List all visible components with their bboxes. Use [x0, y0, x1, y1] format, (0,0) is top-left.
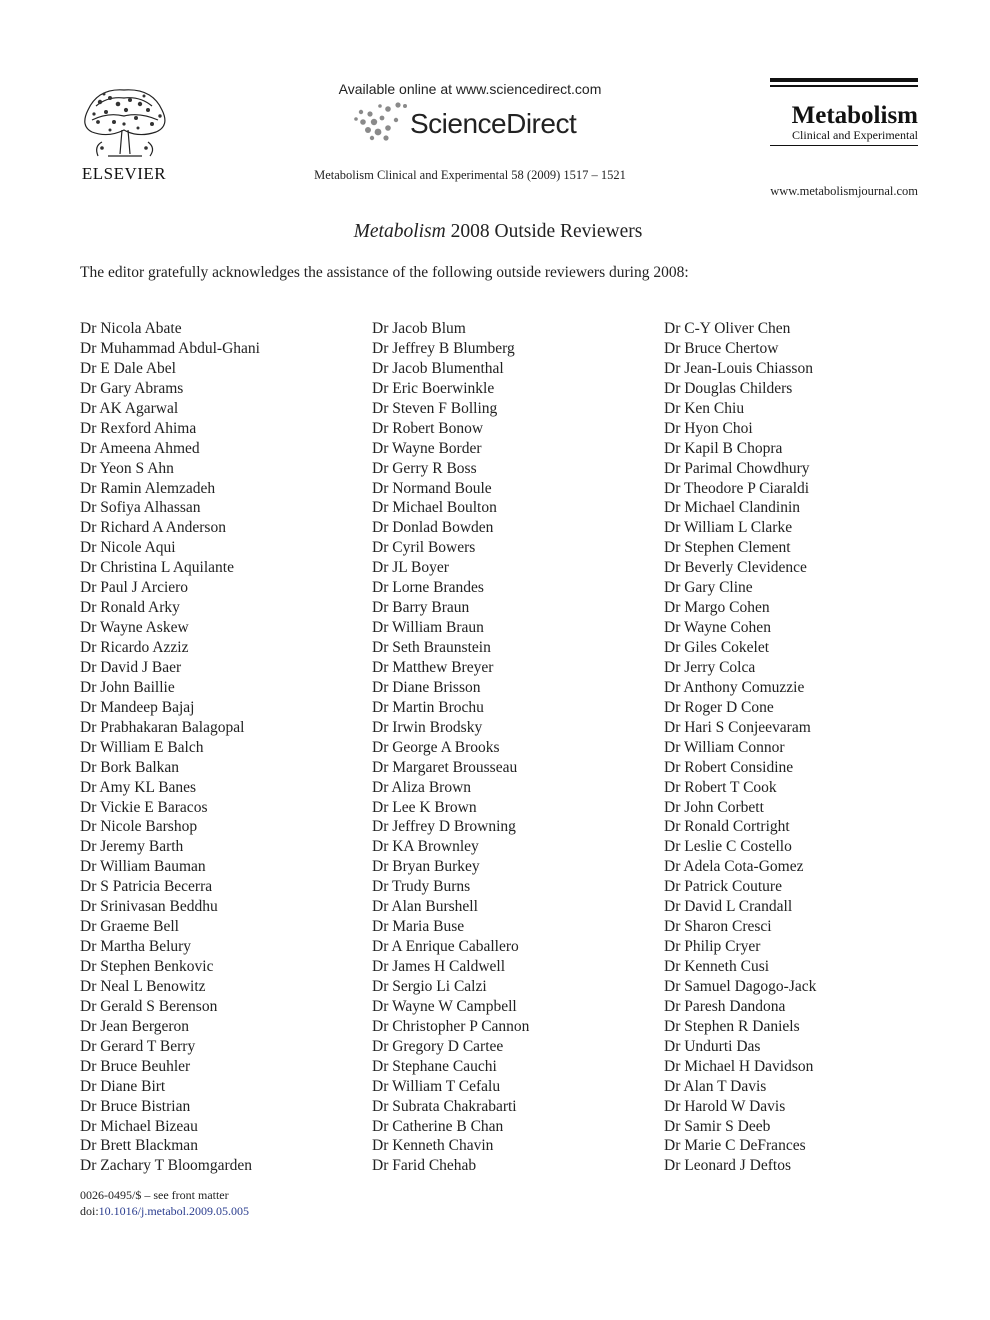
reviewer-name: Dr Neal L Benowitz: [80, 977, 206, 995]
reviewer-name: Dr S Patricia Becerra: [80, 878, 213, 896]
reviewer-name: Dr Wayne Border: [372, 439, 482, 457]
reviewer-name: Dr Eric Boerwinkle: [372, 379, 495, 397]
reviewer-name: Dr George A Brooks: [372, 738, 500, 756]
reviewer-name: Dr Douglas Childers: [664, 379, 793, 397]
reviewer-name: Dr Martha Belury: [80, 938, 192, 956]
reviewer-name: Dr William Braun: [372, 619, 484, 637]
reviewer-name: Dr Paresh Dandona: [664, 997, 786, 1015]
reviewer-name: Dr Jeremy Barth: [80, 838, 184, 856]
reviewer-name: Dr Muhammad Abdul-Ghani: [80, 339, 260, 357]
doi-prefix: doi:: [80, 1204, 99, 1218]
reviewer-name: Dr Robert Bonow: [372, 419, 484, 437]
reviewer-name: Dr Stephen R Daniels: [664, 1017, 800, 1035]
reviewer-name: Dr Michael H Davidson: [664, 1057, 814, 1075]
reviewer-column-2: [372, 319, 529, 1176]
reviewer-name: Dr Gerald S Berenson: [80, 997, 218, 1015]
reviewer-name: Dr Wayne W Campbell: [372, 997, 517, 1015]
reviewer-column-3: [664, 319, 816, 1176]
reviewer-name: Dr Margaret Brousseau: [372, 758, 518, 776]
reviewer-name: Dr Zachary T Bloomgarden: [80, 1157, 253, 1175]
page-title-rest: 2008 Outside Reviewers: [445, 221, 643, 242]
reviewer-name: Dr Steven F Bolling: [372, 399, 498, 417]
reviewer-name: Dr Patrick Couture: [664, 878, 782, 896]
reviewer-name: Dr A Enrique Caballero: [372, 938, 519, 956]
journal-brand: [770, 78, 918, 146]
reviewer-name: Dr Samuel Dagogo-Jack: [664, 977, 817, 995]
reviewer-name: Dr Aliza Brown: [372, 778, 472, 796]
reviewer-name: Dr Wayne Cohen: [664, 619, 771, 637]
reviewer-name: Dr Ken Chiu: [664, 399, 745, 417]
reviewer-name: Dr Bryan Burkey: [372, 858, 480, 876]
brand-rule-bottom: [770, 145, 918, 147]
reviewer-name: Dr Roger D Cone: [664, 698, 774, 716]
reviewer-name: Dr Srinivasan Beddhu: [80, 898, 218, 916]
reviewer-name: Dr Ricardo Azziz: [80, 639, 189, 656]
reviewer-name: Dr Beverly Clevidence: [664, 559, 807, 577]
journal-subtitle: Clinical and Experimental: [792, 127, 918, 142]
reviewer-name: Dr William E Balch: [80, 738, 204, 756]
sciencedirect-wordmark: ScienceDirect: [410, 108, 577, 139]
reviewer-name: Dr James H Caldwell: [372, 958, 506, 975]
reviewer-name: Dr Marie C DeFrances: [664, 1137, 806, 1155]
footer-doi: [80, 1204, 249, 1219]
reviewer-name: Dr Irwin Brodsky: [372, 718, 483, 736]
reviewer-name: Dr Normand Boule: [372, 479, 492, 497]
reviewer-name: Dr William L Clarke: [664, 519, 793, 537]
reviewer-column-1: [80, 319, 260, 1176]
reviewer-name: Dr Richard A Anderson: [80, 519, 226, 537]
reviewer-name: Dr Anthony Comuzzie: [664, 678, 805, 696]
reviewer-name: Dr Ramin Alemzadeh: [80, 479, 216, 497]
reviewer-name: Dr Parimal Chowdhury: [664, 459, 810, 477]
journal-name: Metabolism: [791, 101, 918, 129]
sciencedirect-logo: [352, 102, 592, 146]
reviewer-name: Dr John Baillie: [80, 678, 175, 696]
reviewer-name: Dr William Bauman: [80, 858, 206, 876]
reviewer-name: Dr Alan T Davis: [664, 1077, 767, 1095]
reviewer-name: Dr David L Crandall: [664, 898, 793, 916]
reviewer-name: Dr Jacob Blum: [372, 320, 466, 337]
intro-text: The editor gratefully acknowledges the assistance of the following outside reviewers during 2008:: [80, 264, 689, 281]
reviewer-name: Dr Philip Cryer: [664, 938, 761, 956]
reviewer-name: Dr Sergio Li Calzi: [372, 977, 487, 995]
reviewer-name: Dr Prabhakaran Balagopal: [80, 718, 245, 736]
page-title: [0, 221, 990, 243]
reviewer-name: Dr Leslie C Costello: [664, 838, 792, 856]
reviewer-name: Dr Matthew Breyer: [372, 658, 494, 676]
reviewer-name: Dr Cyril Bowers: [372, 539, 476, 557]
reviewer-name: Dr Farid Chehab: [372, 1157, 477, 1175]
reviewer-name: Dr Michael Boulton: [372, 499, 497, 517]
journal-citation: Metabolism Clinical and Experimental 58 (2009) 1517 – 1521: [314, 168, 626, 182]
reviewer-name: Dr Lorne Brandes: [372, 579, 484, 597]
reviewer-name: Dr Adela Cota-Gomez: [664, 858, 804, 876]
reviewer-name: Dr Lee K Brown: [372, 798, 477, 816]
journal-url[interactable]: www.metabolismjournal.com: [770, 184, 918, 198]
reviewer-name: Dr Christopher P Cannon: [372, 1017, 530, 1035]
reviewer-name: Dr Seth Braunstein: [372, 639, 491, 656]
reviewer-name: Dr Hari S Conjeevaram: [664, 718, 811, 736]
elsevier-tree-icon: [78, 80, 170, 162]
reviewer-name: Dr Gerry R Boss: [372, 459, 477, 477]
reviewer-name: Dr Giles Cokelet: [664, 639, 770, 656]
reviewer-name: Dr Barry Braun: [372, 599, 470, 617]
reviewer-name: Dr Jerry Colca: [664, 658, 756, 676]
reviewer-name: Dr Margo Cohen: [664, 599, 770, 617]
reviewer-name: Dr Jeffrey D Browning: [372, 818, 516, 836]
reviewer-name: Dr Martin Brochu: [372, 698, 484, 716]
reviewer-name: Dr Ameena Ahmed: [80, 439, 200, 457]
reviewer-name: Dr Robert T Cook: [664, 778, 777, 796]
reviewer-name: Dr Catherine B Chan: [372, 1117, 504, 1135]
reviewer-name: Dr JL Boyer: [372, 559, 449, 577]
reviewer-name: Dr Samir S Deeb: [664, 1117, 771, 1135]
reviewer-name: Dr Sofiya Alhassan: [80, 499, 201, 517]
reviewer-name: Dr Jacob Blumenthal: [372, 359, 504, 377]
reviewer-name: Dr Ronald Cortright: [664, 818, 790, 836]
reviewer-name: Dr William T Cefalu: [372, 1077, 501, 1095]
reviewer-name: Dr E Dale Abel: [80, 359, 176, 377]
reviewer-name: Dr KA Brownley: [372, 838, 479, 856]
reviewer-name: Dr Christina L Aquilante: [80, 559, 234, 577]
reviewer-name: Dr Stephen Benkovic: [80, 958, 214, 975]
reviewer-name: Dr Paul J Arciero: [80, 579, 189, 597]
reviewer-name: Dr Kenneth Chavin: [372, 1137, 494, 1155]
page-title-italic: Metabolism: [353, 221, 446, 242]
reviewer-name: Dr Hyon Choi: [664, 419, 753, 437]
reviewer-name: Dr Theodore P Ciaraldi: [664, 479, 810, 497]
reviewer-name: Dr Trudy Burns: [372, 878, 471, 896]
reviewer-name: Dr Gerard T Berry: [80, 1037, 196, 1055]
brand-rule-thick: [770, 78, 918, 82]
reviewer-name: Dr Graeme Bell: [80, 918, 179, 936]
reviewer-name: Dr Amy KL Banes: [80, 778, 197, 796]
reviewer-name: Dr Gary Cline: [664, 579, 753, 597]
elsevier-wordmark: ELSEVIER: [81, 164, 167, 183]
reviewer-name: Dr William Connor: [664, 738, 785, 756]
reviewer-name: Dr Michael Clandinin: [664, 499, 801, 517]
reviewer-name: Dr Donlad Bowden: [372, 519, 494, 537]
reviewer-name: Dr Rexford Ahima: [80, 419, 197, 437]
reviewer-name: Dr Nicole Barshop: [80, 818, 198, 836]
reviewer-name: Dr Subrata Chakrabarti: [372, 1097, 517, 1115]
brand-rule-thin: [770, 85, 918, 87]
reviewer-name: Dr Jean Bergeron: [80, 1017, 190, 1035]
reviewer-name: Dr Bruce Bistrian: [80, 1097, 191, 1115]
doi-link[interactable]: 10.1016/j.metabol.2009.05.005: [98, 1204, 249, 1218]
reviewer-name: Dr Diane Birt: [80, 1077, 166, 1095]
reviewer-name: Dr Bork Balkan: [80, 758, 180, 776]
reviewer-name: Dr Undurti Das: [664, 1037, 761, 1055]
reviewer-name: Dr Ronald Arky: [80, 599, 180, 617]
reviewer-name: Dr Diane Brisson: [372, 678, 481, 696]
reviewer-name: Dr Mandeep Bajaj: [80, 698, 195, 716]
reviewer-name: Dr Kapil B Chopra: [664, 439, 783, 457]
reviewer-name: Dr Gary Abrams: [80, 379, 184, 397]
elsevier-logo: [78, 80, 170, 182]
reviewer-name: Dr Bruce Beuhler: [80, 1057, 191, 1075]
reviewer-name: Dr Robert Considine: [664, 758, 794, 776]
reviewer-name: Dr Vickie E Baracos: [80, 798, 208, 816]
reviewer-name: Dr David J Baer: [80, 658, 182, 676]
reviewer-name: Dr Brett Blackman: [80, 1137, 198, 1155]
reviewer-name: Dr Gregory D Cartee: [372, 1037, 504, 1055]
sciencedirect-dots-icon: [352, 102, 408, 142]
footer-issn: 0026-0495/$ – see front matter: [80, 1188, 229, 1202]
reviewer-name: Dr AK Agarwal: [80, 399, 179, 417]
reviewer-name: Dr Alan Burshell: [372, 898, 478, 916]
reviewer-name: Dr C-Y Oliver Chen: [664, 320, 791, 337]
reviewer-name: Dr Maria Buse: [372, 918, 465, 936]
reviewer-name: Dr Bruce Chertow: [664, 339, 779, 357]
available-online-text: Available online at www.sciencedirect.com: [338, 81, 602, 97]
reviewer-name: Dr Harold W Davis: [664, 1097, 786, 1115]
reviewer-name: Dr Kenneth Cusi: [664, 958, 770, 975]
reviewer-name: Dr Nicola Abate: [80, 320, 182, 337]
reviewer-name: Dr Michael Bizeau: [80, 1117, 198, 1135]
reviewer-name: Dr Sharon Cresci: [664, 918, 772, 936]
reviewer-name: Dr Stephane Cauchi: [372, 1057, 497, 1075]
reviewer-name: Dr John Corbett: [664, 798, 764, 816]
reviewer-name: Dr Nicole Aqui: [80, 539, 176, 557]
reviewer-name: Dr Stephen Clement: [664, 539, 791, 557]
reviewer-name: Dr Jean-Louis Chiasson: [664, 359, 813, 377]
reviewer-name: Dr Leonard J Deftos: [664, 1157, 791, 1175]
reviewer-name: Dr Jeffrey B Blumberg: [372, 339, 515, 357]
reviewer-name: Dr Yeon S Ahn: [80, 459, 174, 477]
reviewer-name: Dr Wayne Askew: [80, 619, 189, 637]
